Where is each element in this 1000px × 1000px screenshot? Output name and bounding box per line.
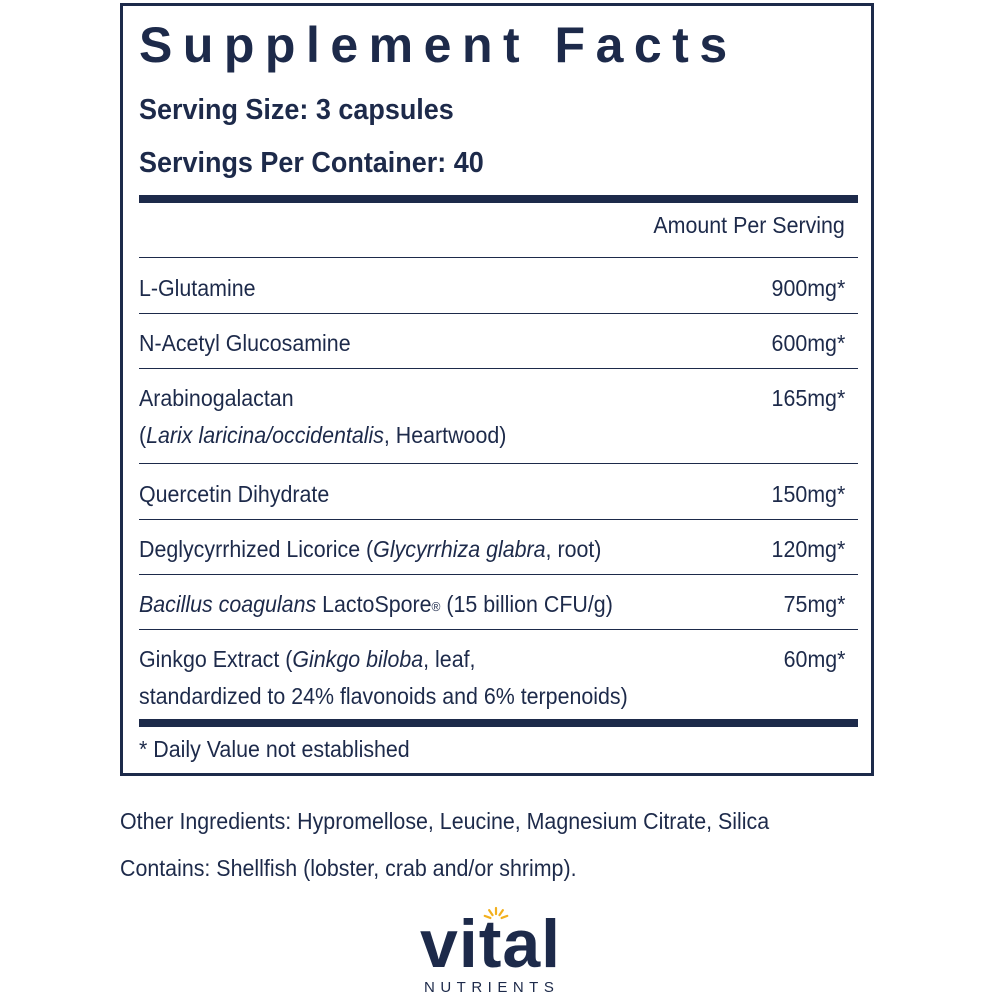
text-segment: ® [431,599,441,614]
thick-divider-bottom [139,719,858,727]
ingredient-detail-line [139,417,506,454]
row-divider [139,368,858,369]
ingredient-name-line [139,586,613,623]
text-segment: Arabinogalactan [139,385,294,411]
ingredient-amount: 150mg* [771,481,845,507]
text-segment: ( [139,422,147,448]
other-ingredients: Other Ingredients: Hypromellose, Leucine, Magnesium Citrate, Silica [120,808,770,834]
ingredient-name [139,325,351,362]
ingredient-amount: 60mg* [783,646,845,672]
ingredient-name-line [139,325,351,362]
text-segment: Deglycyrrhized Licorice ( [139,536,374,562]
supplement-facts-panel [120,3,874,776]
ingredient-name-line [139,476,329,513]
allergen-statement: Contains: Shellfish (lobster, crab and/or shrimp). [120,855,577,881]
ingredient-name [139,586,613,623]
panel-title: Supplement Facts [139,17,738,73]
ingredient-name [139,531,601,568]
text-segment: Ginkgo Extract ( [139,646,293,672]
row-divider [139,463,858,464]
text-segment: N-Acetyl Glucosamine [139,330,351,356]
italic-text: Glycyrrhiza glabra [373,536,546,562]
ingredient-name-line [139,641,628,678]
ingredient-name-line [139,531,601,568]
text-segment: L-Glutamine [139,275,256,301]
row-divider [139,519,858,520]
ingredient-amount: 600mg* [771,330,845,356]
ingredient-name [139,380,506,454]
text-segment: LactoSpore [316,591,432,617]
daily-value-footnote: * Daily Value not established [139,736,410,762]
ingredient-amount: 165mg* [771,385,845,411]
logo-wordmark: vital [420,906,562,982]
italic-text: Ginkgo biloba [292,646,424,672]
serving-size: Serving Size: 3 capsules [139,94,454,126]
text-segment: , root) [545,536,602,562]
ingredient-amount: 75mg* [783,591,845,617]
row-divider [139,257,858,258]
ingredient-name [139,641,628,715]
text-segment: , leaf, [423,646,476,672]
amount-per-serving-header: Amount Per Serving [653,212,845,238]
row-divider [139,629,858,630]
row-divider [139,574,858,575]
italic-text: Larix laricina/occidentalis [146,422,384,448]
row-divider [139,313,858,314]
ingredient-name-line [139,270,256,307]
ingredient-amount: 900mg* [771,275,845,301]
italic-text: Bacillus coagulans [139,591,317,617]
ingredient-name-line [139,380,506,417]
ingredient-name [139,476,329,513]
servings-per-container: Servings Per Container: 40 [139,147,484,179]
text-segment: , Heartwood) [383,422,507,448]
text-segment: standardized to 24% flavonoids and 6% terpenoids) [139,683,628,709]
brand-logo [410,906,590,998]
thick-divider-top [139,195,858,203]
ingredient-name [139,270,256,307]
text-segment: (15 billion CFU/g) [440,591,613,617]
ingredient-amount: 120mg* [771,536,845,562]
text-segment: Quercetin Dihydrate [139,481,330,507]
ingredient-detail-line [139,678,628,715]
logo-subtitle: NUTRIENTS [424,979,560,996]
